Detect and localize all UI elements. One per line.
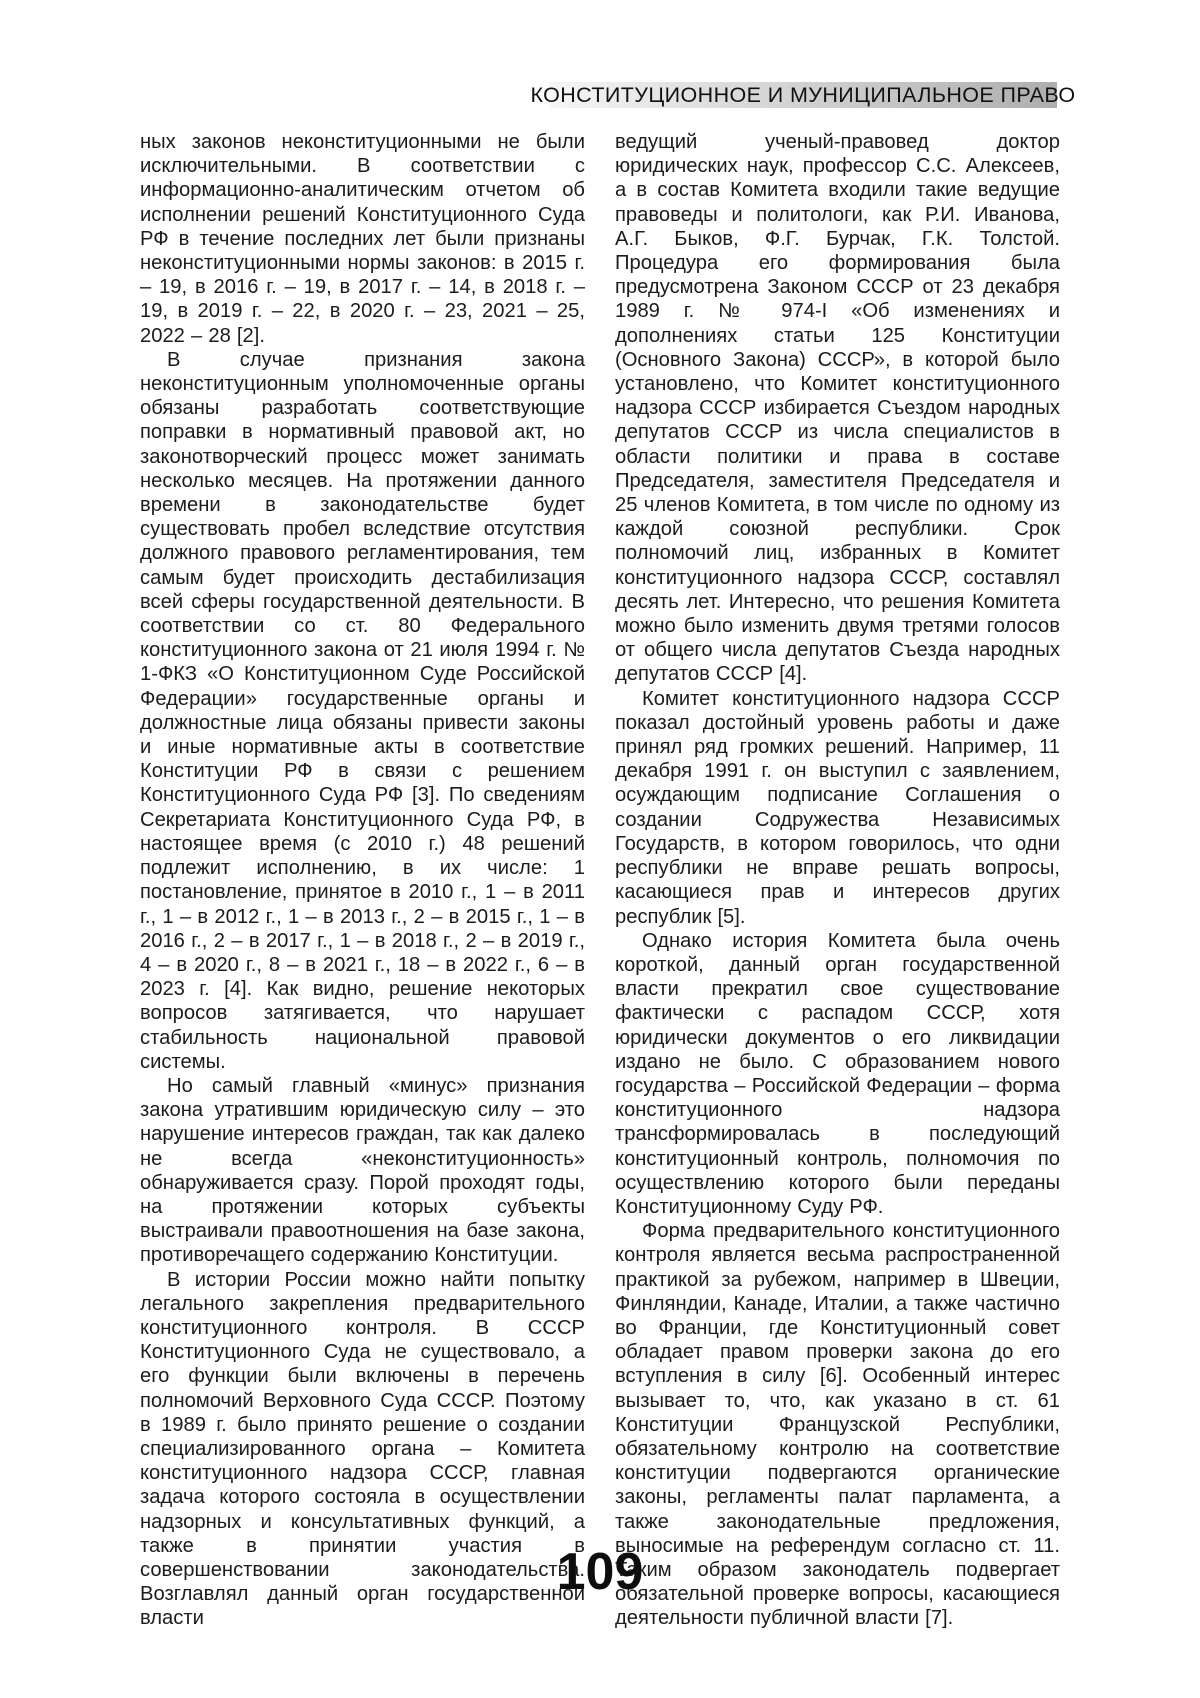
paragraph: ведущий ученый-правовед доктор юридических наук, профессор С.С. Алексеев, а в состав Комитета входили такие ведущие правоведы и политологи, как Р.И. Иванова, А.Г. Быков, Ф.Г. Бурчак, Г.К. Толстой. Процедура его формирования была предусмотрена Законом СССР от 23 декабря 1989 г. № 974-I «Об изменениях и дополнениях статьи 125 Конституции (Основного Закона) СССР», в которой было установлено, что Комитет конституционного надзора СССР избирается Съездом народных депутатов СССР из числа специалистов в области политики и права в составе Председателя, заместителя Председателя и 25 членов Комитета, в том числе по одному из каждой союзной республики. Срок полномочий лиц, избранных в Комитет конституционного надзора СССР, составлял десять лет. Интересно, что решения Комитета можно было изменить двумя третями голосов от общего числа депутатов Съезда народных депутатов СССР [4]. <box>615 131 1060 686</box>
paragraph: Комитет конституционного надзора СССР показал достойный уровень работы и даже принял ряд громких решений. Например, 11 декабря 1991 г. он выступил с заявлением, осуждающим подписание Соглашения о создании Содружества Независимых Государств, в котором говорилось, что одни республики не вправе решать вопросы, касающиеся прав и интересов других республик [5]. <box>615 687 1060 928</box>
paragraph: Но самый главный «минус» признания закона утратившим юридическую силу – это нарушение интересов граждан, так как далеко не всегда «неконституционность» обнаруживается сразу. Порой проходят годы, на протяжении которых субъекты выстраивали правоотношения на базе закона, противоречащего содержанию Конституции. <box>140 1074 585 1267</box>
paragraph: Форма предварительного конституционного контроля является весьма распространенной практикой за рубежом, например в Швеции, Финляндии, Канаде, Италии, а также частично во Франции, где Конституционный совет обладает правом проверки закона до его вступления в силу [6]. Особенный интерес вызывает то, что, как указано в ст. 61 Конституции Французской Республики, обязательному контролю на соответствие конституции подвергаются органические законы, регламенты палат парламента, а также законодательные предложения, выносимые на референдум согласно ст. 11. Таким образом законодатель подвергает обязательной проверке вопросы, касающиеся деятельности публичной власти [7]. <box>615 1220 1060 1630</box>
right-column <box>615 130 1060 1631</box>
left-column <box>140 130 585 1631</box>
article-body <box>140 130 1060 1631</box>
section-header-title: КОНСТИТУЦИОННОЕ И МУНИЦИПАЛЬНОЕ ПРАВО <box>530 82 1076 107</box>
paragraph: Однако история Комитета была очень короткой, данный орган государственной власти прекратил свое существование фактически с распадом СССР, хотя юридически документов о его ликвидации издано не было. С образованием нового государства – Российской Федерации – форма конституционного надзора трансформировалась в последующий конституционный контроль, полномочия по осуществлению которого были переданы Конституционному Суду РФ. <box>615 929 1060 1218</box>
section-header-bar <box>530 82 1076 108</box>
paragraph: В истории России можно найти попытку легального закрепления предварительного конституционного контроля. В СССР Конституционного Суда не существовало, а его функции были включены в перечень полномочий Верховного Суда СССР. Поэтому в 1989 г. было принято решение о создании специализированного органа – Комитета конституционного надзора СССР, главная задача которого состояла в осуществлении надзорных и консультативных функций, а также в принятии участия в совершенствовании законодательства. Возглавлял данный орган государственной власти <box>140 1268 585 1630</box>
paragraph: В случае признания закона неконституционным уполномоченные органы обязаны разработать соответствующие поправки в нормативный правовой акт, но законотворческий процесс может занимать несколько месяцев. На протяжении данного времени в законодательстве будет существовать пробел вследствие отсутствия должного правового регламентирования, тем самым будет происходить дестабилизация всей сферы государственной деятельности. В соответствии со ст. 80 Федерального конституционного закона от 21 июля 1994 г. № 1-ФКЗ «О Конституционном Суде Российской Федерации» государственные органы и должностные лица обязаны привести законы и иные нормативные акты в соответствие Конституции РФ в связи с решением Конституционного Суда РФ [3]. По сведениям Секретариата Конституционного Суда РФ, в настоящее время (с 2010 г.) 48 решений подлежит исполнению, в их числе: 1 постановление, принятое в 2010 г., 1 – в 2011 г., 1 – в 2012 г., 1 – в 2013 г., 2 – в 2015 г., 1 – в 2016 г., 2 – в 2017 г., 1 – в 2018 г., 2 – в 2019 г., 4 – в 2020 г., 8 – в 2021 г., 18 – в 2022 г., 6 – в 2023 г. [4]. Как видно, решение некоторых вопросов затягивается, что нарушает стабильность национальной правовой системы. <box>140 348 585 1073</box>
page-number: 109 <box>556 1543 644 1601</box>
paragraph: ных законов неконституционными не были исключительными. В соответствии с информационно-аналитическим отчетом об исполнении решений Конституционного Суда РФ в течение последних лет были признаны неконституционными нормы законов: в 2015 г. – 19, в 2016 г. – 19, в 2017 г. – 14, в 2018 г. – 19, в 2019 г. – 22, в 2020 г. – 23, 2021 – 25, 2022 – 28 [2]. <box>140 131 585 347</box>
